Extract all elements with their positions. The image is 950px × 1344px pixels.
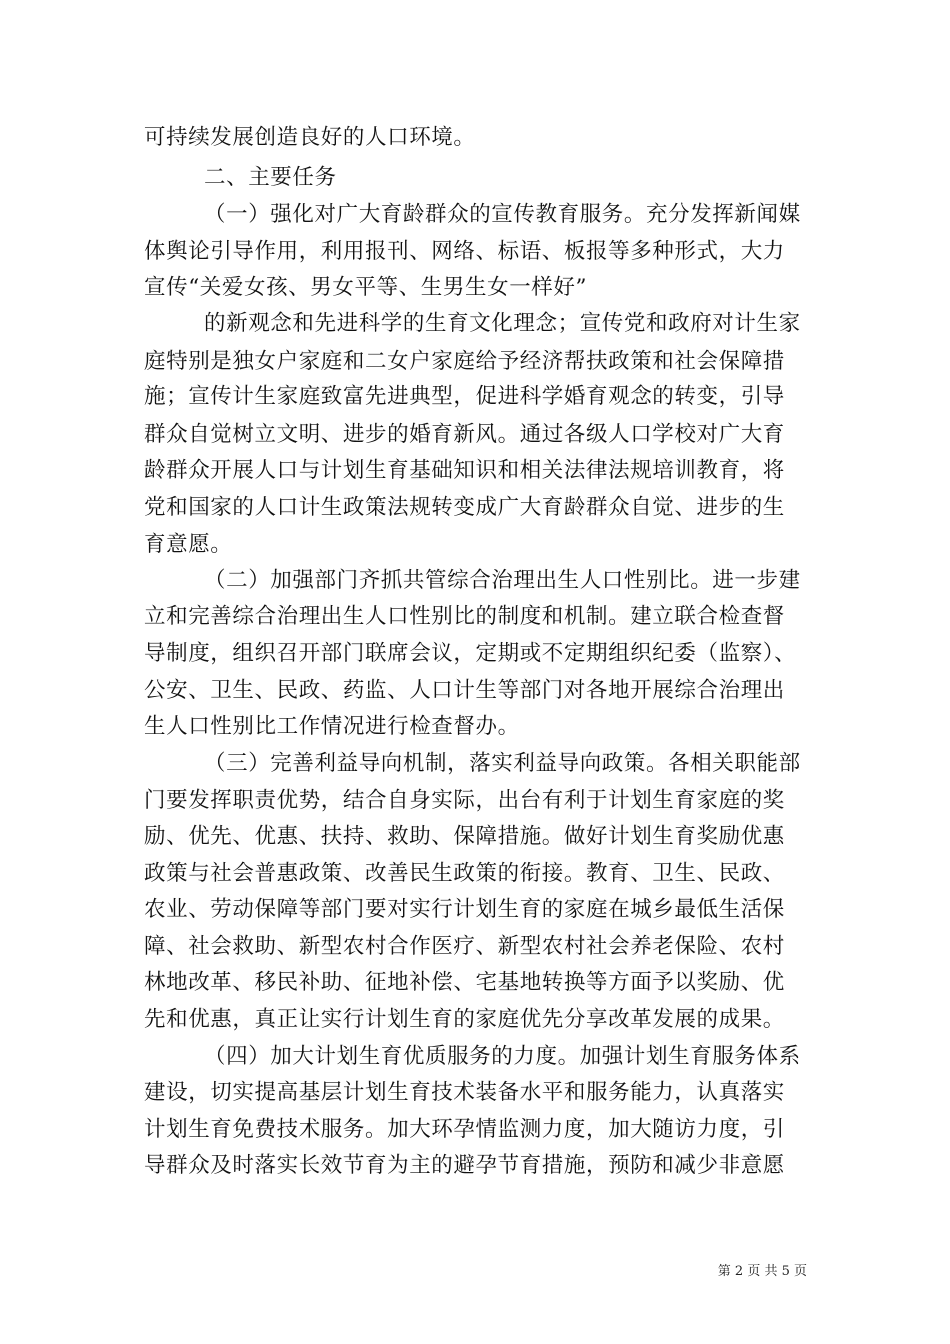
text-line: 农业、劳动保障等部门要对实行计划生育的家庭在城乡最低生活保 (144, 897, 785, 922)
text-line: 政策与社会普惠政策、改善民生政策的衔接。教育、卫生、民政、 (144, 861, 785, 886)
text-line: 导制度，组织召开部门联席会议，定期或不定期组织纪委（监察）、 (144, 641, 797, 666)
text-line: （一）强化对广大育龄群众的宣传教育服务。充分发挥新闻媒 (204, 202, 801, 227)
text-line: （三）完善利益导向机制，落实利益导向政策。各相关职能部 (204, 751, 801, 776)
text-line: 体舆论引导作用，利用报刊、网络、标语、板报等多种形式，大力 (144, 239, 785, 264)
text-line: 的新观念和先进科学的生育文化理念；宣传党和政府对计生家 (204, 311, 801, 336)
text-line: 先和优惠，真正让实行计划生育的家庭优先分享改革发展的成果。 (144, 1007, 785, 1032)
section-heading: 二、主要任务 (204, 165, 337, 190)
text-line: 龄群众开展人口与计划生育基础知识和相关法律法规培训教育，将 (144, 458, 785, 483)
text-line: 宣传“关爱女孩、男女平等、生男生女一样好” (144, 275, 588, 300)
text-line: 公安、卫生、民政、药监、人口计生等部门对各地开展综合治理出 (144, 678, 785, 703)
text-line: 庭特别是独女户家庭和二女户家庭给予经济帮扶政策和社会保障措 (144, 349, 785, 374)
text-line: 施；宣传计生家庭致富先进典型，促进科学婚育观念的转变，引导 (144, 384, 785, 409)
text-line: 生人口性别比工作情况进行检查督办。 (144, 714, 520, 739)
page-number: 第 2 页 共 5 页 (717, 1264, 807, 1279)
text-line: 门要发挥职责优势，结合自身实际，出台有利于计划生育家庭的奖 (144, 788, 785, 813)
text-line: 建设，切实提高基层计划生育技术装备水平和服务能力，认真落实 (144, 1080, 785, 1105)
text-line: 障、社会救助、新型农村合作医疗、新型农村社会养老保险、农村 (144, 934, 785, 959)
text-line: 立和完善综合治理出生人口性别比的制度和机制。建立联合检查督 (144, 604, 785, 629)
text-line: 计划生育免费技术服务。加大环孕情监测力度，加大随访力度，引 (144, 1117, 785, 1142)
text-line: （四）加大计划生育优质服务的力度。加强计划生育服务体系 (204, 1044, 801, 1069)
text-line: 群众自觉树立文明、进步的婚育新风。通过各级人口学校对广大育 (144, 422, 785, 447)
text-line: 励、优先、优惠、扶持、救助、保障措施。做好计划生育奖励优惠 (144, 824, 785, 849)
text-line: 导群众及时落实长效节育为主的避孕节育措施，预防和减少非意愿 (144, 1153, 785, 1178)
text-line: （二）加强部门齐抓共管综合治理出生人口性别比。进一步建 (204, 568, 801, 593)
text-line: 育意愿。 (144, 532, 233, 557)
text-line: 党和国家的人口计生政策法规转变成广大育龄群众自觉、进步的生 (144, 495, 785, 520)
text-line: 林地改革、移民补助、征地补偿、宅基地转换等方面予以奖励、优 (144, 970, 785, 995)
text-line: 可持续发展创造良好的人口环境。 (144, 125, 476, 150)
